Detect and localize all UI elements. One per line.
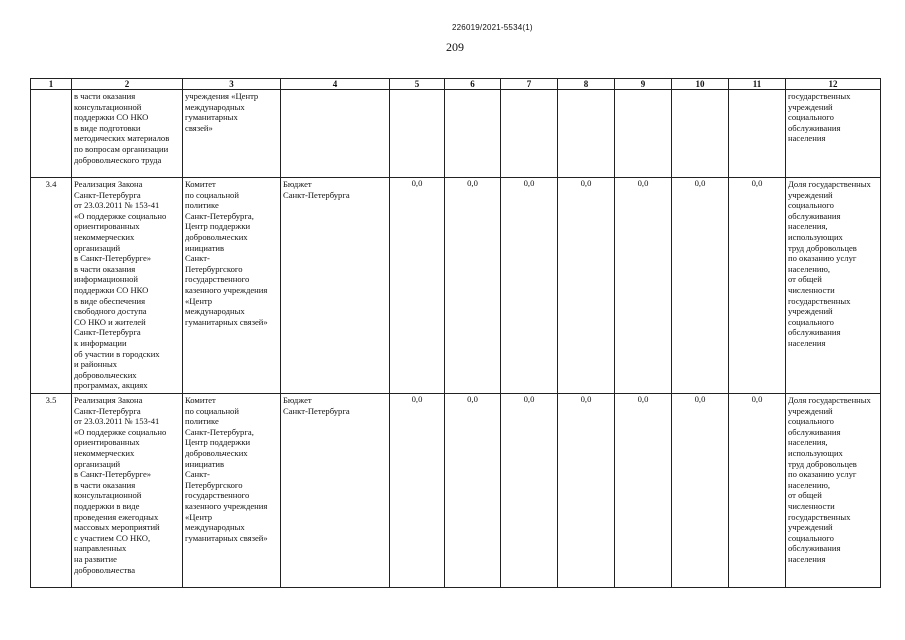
indicator-line: от общей bbox=[788, 490, 822, 501]
executor-line: Комитет bbox=[185, 395, 216, 405]
indicator-line: населения, bbox=[788, 437, 828, 448]
measure-line: консультационной bbox=[74, 101, 142, 112]
executor-line: казенного учреждения bbox=[185, 500, 268, 511]
funding-source-cell bbox=[281, 178, 390, 394]
executor-line: гуманитарных связей» bbox=[185, 532, 268, 543]
measure-line: ориентированных bbox=[74, 221, 140, 232]
amount-cell: 0,0 bbox=[501, 178, 558, 394]
indicator-line: социального bbox=[788, 112, 834, 123]
executor-cell bbox=[183, 90, 281, 178]
column-header: 8 bbox=[558, 79, 615, 90]
table-row bbox=[31, 178, 881, 394]
amount-cell: 0,0 bbox=[390, 178, 445, 394]
executor-line: инициатив bbox=[185, 242, 224, 253]
column-header: 12 bbox=[786, 79, 881, 90]
measure-line: в Санкт-Петербурге» bbox=[74, 253, 152, 264]
amount-cell bbox=[615, 90, 672, 178]
amount-cell bbox=[729, 90, 786, 178]
column-header: 11 bbox=[729, 79, 786, 90]
executor-line: Центр поддержки bbox=[185, 221, 251, 232]
indicator-line: обслуживания bbox=[788, 327, 841, 338]
executor-line: гуманитарных связей» bbox=[185, 316, 268, 327]
indicator-line: населения, bbox=[788, 221, 828, 232]
column-header: 6 bbox=[445, 79, 501, 90]
indicator-line: социального bbox=[788, 316, 834, 327]
indicator-line: обслуживания bbox=[788, 543, 841, 554]
amount-cell: 0,0 bbox=[615, 394, 672, 588]
amount-cell: 0,0 bbox=[672, 394, 729, 588]
executor-line: гуманитарных bbox=[185, 112, 238, 123]
executor-line: Санкт-Петербурга, bbox=[185, 426, 254, 437]
measure-line: ориентированных bbox=[74, 437, 140, 448]
measure-line: в части оказания bbox=[74, 479, 136, 490]
indicator-line: населения bbox=[788, 337, 826, 348]
amount-cell bbox=[501, 90, 558, 178]
measure-line: Реализация Закона bbox=[74, 179, 143, 189]
measure-line: программах, акциях bbox=[74, 380, 148, 391]
column-header: 5 bbox=[390, 79, 445, 90]
measure-line: на развитие bbox=[74, 553, 117, 564]
executor-line: Санкт- bbox=[185, 469, 210, 480]
measure-line: Реализация Закона bbox=[74, 395, 143, 405]
amount-cell: 0,0 bbox=[615, 178, 672, 394]
measure-line: в виде подготовки bbox=[74, 122, 141, 133]
indicator-line: социального bbox=[788, 532, 834, 543]
executor-line: международных bbox=[185, 306, 245, 317]
executor-line: международных bbox=[185, 101, 245, 112]
column-header-row bbox=[31, 79, 881, 90]
executor-line: политике bbox=[185, 200, 219, 211]
indicator-line: по оказанию услуг bbox=[788, 469, 857, 480]
indicator-line: по оказанию услуг bbox=[788, 253, 857, 264]
executor-cell bbox=[183, 394, 281, 588]
amount-cell: 0,0 bbox=[729, 394, 786, 588]
indicator-line: труд добровольцев bbox=[788, 458, 857, 469]
measure-line: поддержки СО НКО bbox=[74, 284, 149, 295]
measure-cell bbox=[72, 90, 183, 178]
funding-source-cell bbox=[281, 394, 390, 588]
amount-cell bbox=[390, 90, 445, 178]
executor-line: казенного учреждения bbox=[185, 284, 268, 295]
executor-line: международных bbox=[185, 522, 245, 533]
indicator-line: обслуживания bbox=[788, 210, 841, 221]
amount-cell bbox=[445, 90, 501, 178]
column-header: 9 bbox=[615, 79, 672, 90]
indicator-line: учреждений bbox=[788, 405, 833, 416]
indicator-line: населению, bbox=[788, 263, 831, 274]
indicator-line: государственных bbox=[788, 295, 851, 306]
amount-cell: 0,0 bbox=[672, 178, 729, 394]
amount-cell: 0,0 bbox=[501, 394, 558, 588]
funding-source-line: Бюджет bbox=[283, 179, 312, 189]
funding-source-line: Бюджет bbox=[283, 395, 312, 405]
measure-line: от 23.03.2011 № 153-41 bbox=[74, 200, 160, 211]
indicator-line: использующих bbox=[788, 231, 843, 242]
document-id: 226019/2021-5534(1) bbox=[452, 23, 533, 32]
measure-line: добровольческих bbox=[74, 369, 137, 380]
indicator-line: учреждений bbox=[788, 306, 833, 317]
executor-line: Петербургского bbox=[185, 263, 243, 274]
measure-line: массовых мероприятий bbox=[74, 522, 160, 533]
amount-cell: 0,0 bbox=[390, 394, 445, 588]
indicator-cell bbox=[786, 90, 881, 178]
indicator-line: учреждений bbox=[788, 101, 833, 112]
row-number bbox=[31, 90, 72, 178]
measure-line: к информации bbox=[74, 337, 127, 348]
column-header: 1 bbox=[31, 79, 72, 90]
indicator-line: социального bbox=[788, 416, 834, 427]
measure-line: в Санкт-Петербурге» bbox=[74, 469, 152, 480]
measure-line: некоммерческих bbox=[74, 447, 135, 458]
executor-line: Петербургского bbox=[185, 479, 243, 490]
indicator-line: учреждений bbox=[788, 189, 833, 200]
measure-line: в части оказания bbox=[74, 263, 136, 274]
executor-line: инициатив bbox=[185, 458, 224, 469]
measure-line: организаций bbox=[74, 242, 121, 253]
measure-line: «О поддержке социально bbox=[74, 426, 167, 437]
executor-line: Центр поддержки bbox=[185, 437, 251, 448]
measure-line: направленных bbox=[74, 543, 127, 554]
measure-line: об участии в городских bbox=[74, 348, 160, 359]
amount-cell bbox=[672, 90, 729, 178]
measure-line: Санкт-Петербурга bbox=[74, 327, 141, 338]
executor-line: «Центр bbox=[185, 295, 213, 306]
executor-line: политике bbox=[185, 416, 219, 427]
column-header: 7 bbox=[501, 79, 558, 90]
column-header: 10 bbox=[672, 79, 729, 90]
executor-cell bbox=[183, 178, 281, 394]
executor-line: Санкт- bbox=[185, 253, 210, 264]
row-number: 3.5 bbox=[31, 394, 72, 588]
column-header: 3 bbox=[183, 79, 281, 90]
measure-line: по вопросам организации bbox=[74, 143, 169, 154]
indicator-line: населения bbox=[788, 133, 826, 144]
funding-source-line: Санкт-Петербурга bbox=[283, 405, 350, 416]
executor-line: добровольческих bbox=[185, 231, 248, 242]
amount-cell: 0,0 bbox=[558, 394, 615, 588]
measure-line: поддержки СО НКО bbox=[74, 112, 149, 123]
indicator-line: численности bbox=[788, 284, 835, 295]
amount-cell: 0,0 bbox=[445, 394, 501, 588]
executor-line: связей» bbox=[185, 122, 213, 133]
measure-cell bbox=[72, 178, 183, 394]
measure-line: Санкт-Петербурга bbox=[74, 189, 141, 200]
indicator-line: населения bbox=[788, 553, 826, 564]
executor-line: государственного bbox=[185, 274, 250, 285]
indicator-line: Доля государственных bbox=[788, 395, 871, 405]
measure-line: свободного доступа bbox=[74, 306, 147, 317]
column-header: 2 bbox=[72, 79, 183, 90]
executor-line: по социальной bbox=[185, 189, 239, 200]
indicator-cell bbox=[786, 178, 881, 394]
measure-line: консультационной bbox=[74, 490, 142, 501]
indicator-line: государственных bbox=[788, 511, 851, 522]
measure-line: Санкт-Петербурга bbox=[74, 405, 141, 416]
row-number: 3.4 bbox=[31, 178, 72, 394]
indicator-line: от общей bbox=[788, 274, 822, 285]
measure-line: в части оказания bbox=[74, 91, 136, 101]
indicator-line: обслуживания bbox=[788, 122, 841, 133]
measure-line: добровольческого труда bbox=[74, 154, 162, 165]
table-row bbox=[31, 394, 881, 588]
measure-line: от 23.03.2011 № 153-41 bbox=[74, 416, 160, 427]
executor-line: государственного bbox=[185, 490, 250, 501]
measure-line: организаций bbox=[74, 458, 121, 469]
measure-line: добровольчества bbox=[74, 564, 136, 575]
indicator-cell bbox=[786, 394, 881, 588]
measure-cell bbox=[72, 394, 183, 588]
indicator-line: Доля государственных bbox=[788, 179, 871, 189]
measure-line: в виде обеспечения bbox=[74, 295, 146, 306]
funding-source-line: Санкт-Петербурга bbox=[283, 189, 350, 200]
page-number: 209 bbox=[446, 40, 464, 54]
funding-source-cell bbox=[281, 90, 390, 178]
measure-line: с участием СО НКО, bbox=[74, 532, 151, 543]
measure-line: СО НКО и жителей bbox=[74, 316, 146, 327]
executor-line: добровольческих bbox=[185, 447, 248, 458]
table-row bbox=[31, 90, 881, 178]
executor-line: «Центр bbox=[185, 511, 213, 522]
amount-cell bbox=[558, 90, 615, 178]
measure-line: проведения ежегодных bbox=[74, 511, 159, 522]
measure-line: некоммерческих bbox=[74, 231, 135, 242]
indicator-line: социального bbox=[788, 200, 834, 211]
executor-line: учреждения «Центр bbox=[185, 91, 259, 101]
measure-line: поддержки в виде bbox=[74, 500, 140, 511]
column-header: 4 bbox=[281, 79, 390, 90]
measure-line: и районных bbox=[74, 359, 118, 370]
executor-line: Санкт-Петербурга, bbox=[185, 210, 254, 221]
amount-cell: 0,0 bbox=[729, 178, 786, 394]
indicator-line: учреждений bbox=[788, 522, 833, 533]
indicator-line: обслуживания bbox=[788, 426, 841, 437]
executor-line: Комитет bbox=[185, 179, 216, 189]
indicator-line: государственных bbox=[788, 91, 851, 101]
amount-cell: 0,0 bbox=[558, 178, 615, 394]
amount-cell: 0,0 bbox=[445, 178, 501, 394]
measure-line: информационной bbox=[74, 274, 139, 285]
indicator-line: использующих bbox=[788, 447, 843, 458]
indicator-line: населению, bbox=[788, 479, 831, 490]
executor-line: по социальной bbox=[185, 405, 239, 416]
measure-line: «О поддержке социально bbox=[74, 210, 167, 221]
indicator-line: труд добровольцев bbox=[788, 242, 857, 253]
program-table bbox=[30, 78, 881, 588]
measure-line: методических материалов bbox=[74, 133, 170, 144]
indicator-line: численности bbox=[788, 500, 835, 511]
